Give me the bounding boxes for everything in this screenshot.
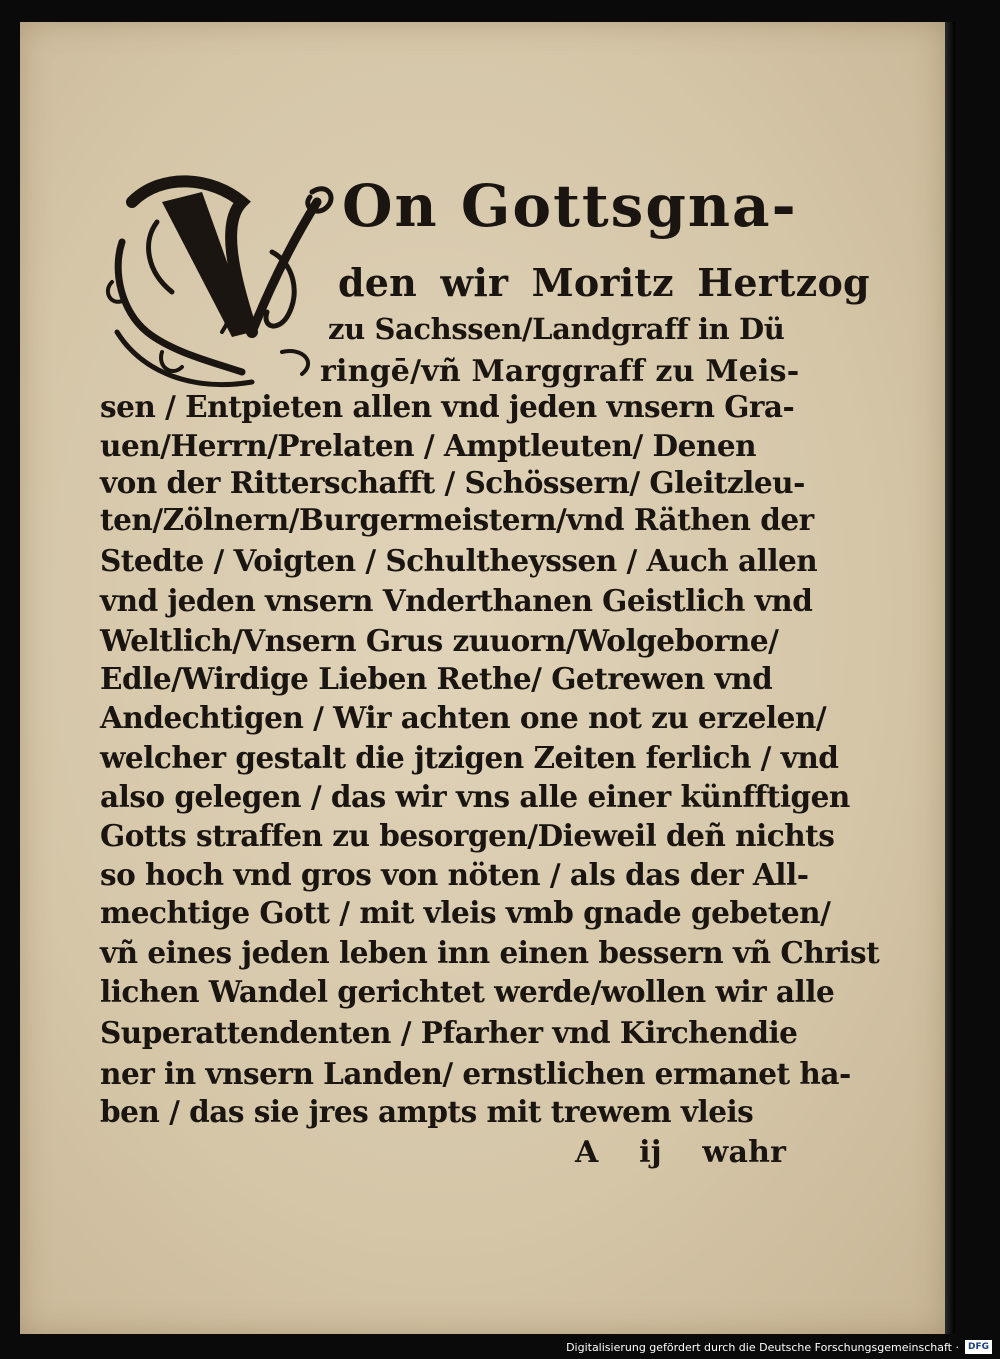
text-line: mechtige Gott / mit vleis vmb gnade gebeten/: [100, 895, 831, 930]
text-line: uen/Herrn/Prelaten / Amptleuten/ Denen: [100, 428, 757, 463]
page-edge-shadow: [945, 22, 955, 1334]
text-line: den wir Moritz Hertzog: [338, 260, 870, 305]
text-line: Superattendenten / Pfarher vnd Kirchendie: [100, 1015, 798, 1050]
text-line: Stedte / Voigten / Schultheyssen / Auch allen: [100, 543, 818, 578]
text-line: lichen Wandel gerichtet werde/wollen wir alle: [100, 974, 835, 1009]
text-line: sen / Entpieten allen vnd jeden vnsern Gra-: [100, 389, 795, 424]
dfg-logo: DFG: [965, 1340, 992, 1354]
text-line: ben / das sie jres ampts mit trewem vleis: [100, 1094, 754, 1129]
text-line: ringē/vñ Marggraff zu Meis-: [320, 354, 800, 389]
text-line: welcher gestalt die jtzigen Zeiten ferlich / vnd: [100, 740, 839, 775]
funding-notice: Digitalisierung gefördert durch die Deutsche Forschungsgemeinschaft ·: [566, 1340, 959, 1354]
decorated-initial-v: [102, 162, 342, 402]
text-line: vnd jeden vnsern Vnderthanen Geistlich vnd: [100, 583, 813, 618]
signature-catchword-line: A ij wahr: [575, 1135, 787, 1170]
text-line: ten/Zölnern/Burgermeistern/vnd Räthen der: [100, 502, 814, 537]
text-line: On Gottsgna-: [342, 172, 798, 240]
text-line: Edle/Wirdige Lieben Rethe/ Getrewen vnd: [100, 661, 773, 696]
text-line: zu Sachssen/Landgraff in Dü: [328, 312, 785, 346]
text-line: von der Ritterschafft / Schössern/ Gleitzleu-: [100, 465, 805, 500]
text-line: Gotts straffen zu besorgen/Dieweil deñ nichts: [100, 818, 835, 853]
text-line: Andechtigen / Wir achten one not zu erzelen/: [100, 700, 827, 735]
text-line: vñ eines jeden leben inn einen bessern vñ Christ: [100, 935, 880, 970]
text-line: Weltlich/Vnsern Grus zuuorn/Wolgeborne/: [100, 623, 779, 658]
footer: [566, 1339, 992, 1355]
book-page: [20, 22, 945, 1334]
text-line: so hoch vnd gros von nöten / als das der All-: [100, 857, 809, 892]
text-line: ner in vnsern Landen/ ernstlichen ermanet ha-: [100, 1056, 851, 1091]
text-line: also gelegen / das wir vns alle einer künfftigen: [100, 779, 850, 814]
